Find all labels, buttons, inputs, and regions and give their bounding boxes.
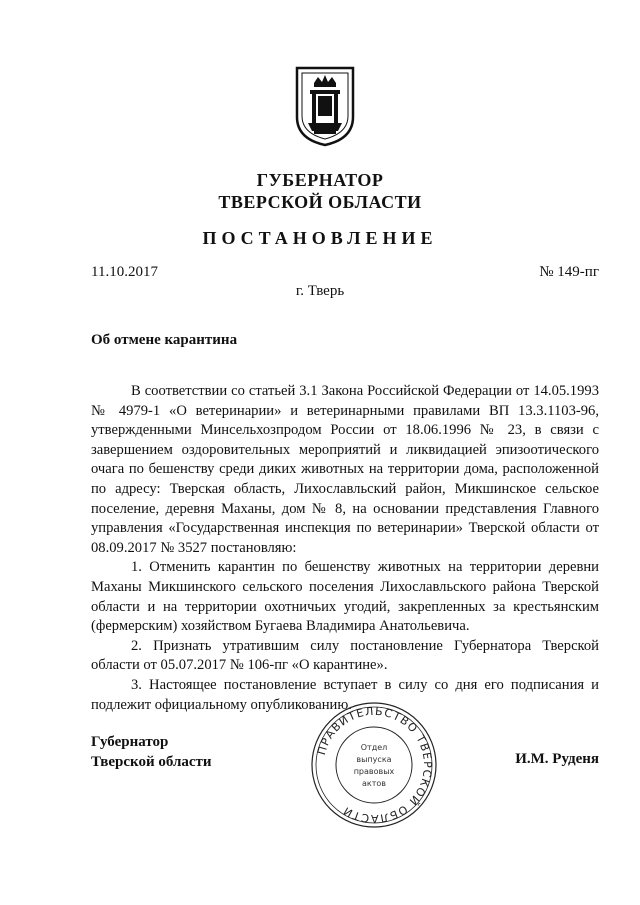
document-type: ПОСТАНОВЛЕНИЕ — [202, 228, 438, 248]
issuer-title-line1: ГУБЕРНАТОР — [256, 170, 384, 190]
document-date: 11.10.2017 — [91, 264, 158, 280]
stamp-center-line2: выпуска — [356, 755, 392, 764]
document-city: г. Тверь — [295, 283, 345, 299]
signatory-title-line1: Губернатор — [91, 734, 169, 750]
item-1-paragraph: 1. Отменить карантин по бешенству животных на территории деревни Маханы Микшинского сельского поселения Лихославльского района Тверской области и на территории охотничьих угодий, закрепленных за крестьянским (фермерским) хозяйством Бугаева Владимира Анатольевича. — [91, 559, 599, 635]
item-2-paragraph: 2. Признать утратившим силу постановление Губернатора Тверской области от 05.07.2017 № 106-пг «О карантине». — [91, 637, 599, 674]
stamp-center-line4: актов — [361, 779, 387, 788]
signatory-title — [91, 732, 212, 772]
official-stamp — [309, 700, 439, 830]
document-number: № 149-пг — [539, 264, 599, 280]
signatory-name: И.М. Руденя — [515, 751, 599, 767]
tver-coat-of-arms-icon — [294, 65, 356, 147]
stamp-center-line3: правовых — [353, 767, 395, 776]
signatory-title-line2: Тверской области — [91, 754, 212, 770]
issuer-title-line2: ТВЕРСКОЙ ОБЛАСТИ — [218, 192, 422, 212]
svg-text:ПРАВИТЕЛЬСТВО ТВЕРСКОЙ ОБЛАСТИ — [315, 705, 434, 825]
stamp-ring-text: ПРАВИТЕЛЬСТВО ТВЕРСКОЙ ОБЛАСТИ — [315, 704, 435, 826]
item-3-paragraph: 3. Настоящее постановление вступает в силу со дня его подписания и подлежит официальному опубликованию. — [91, 676, 599, 713]
document-body — [91, 382, 599, 715]
stamp-center-line1: Отдел — [360, 743, 388, 752]
preamble-paragraph: В соответствии со статьей 3.1 Закона Российской Федерации от 14.05.1993 № 4979-1 «О ветеринарии» и ветеринарными правилами ВП 13.3.1103-96, утвержденными Минсельхозпродом России от 18.06.1996 № 23, в связи с завершением оздоровительных мероприятий и ликвидацией эпизоотического очага по бешенству среди диких животных на территории дома, расположенной по адресу: Тверская область, Лихославльский район, Микшинское сельское поселение, деревня Маханы, дом № 8, на основании представления Главного управления «Государственная инспекция по ветеринарии» Тверской области от 08.09.2017 № 3527 постановляю: — [91, 383, 599, 556]
document-subject: Об отмене карантина — [91, 332, 238, 348]
